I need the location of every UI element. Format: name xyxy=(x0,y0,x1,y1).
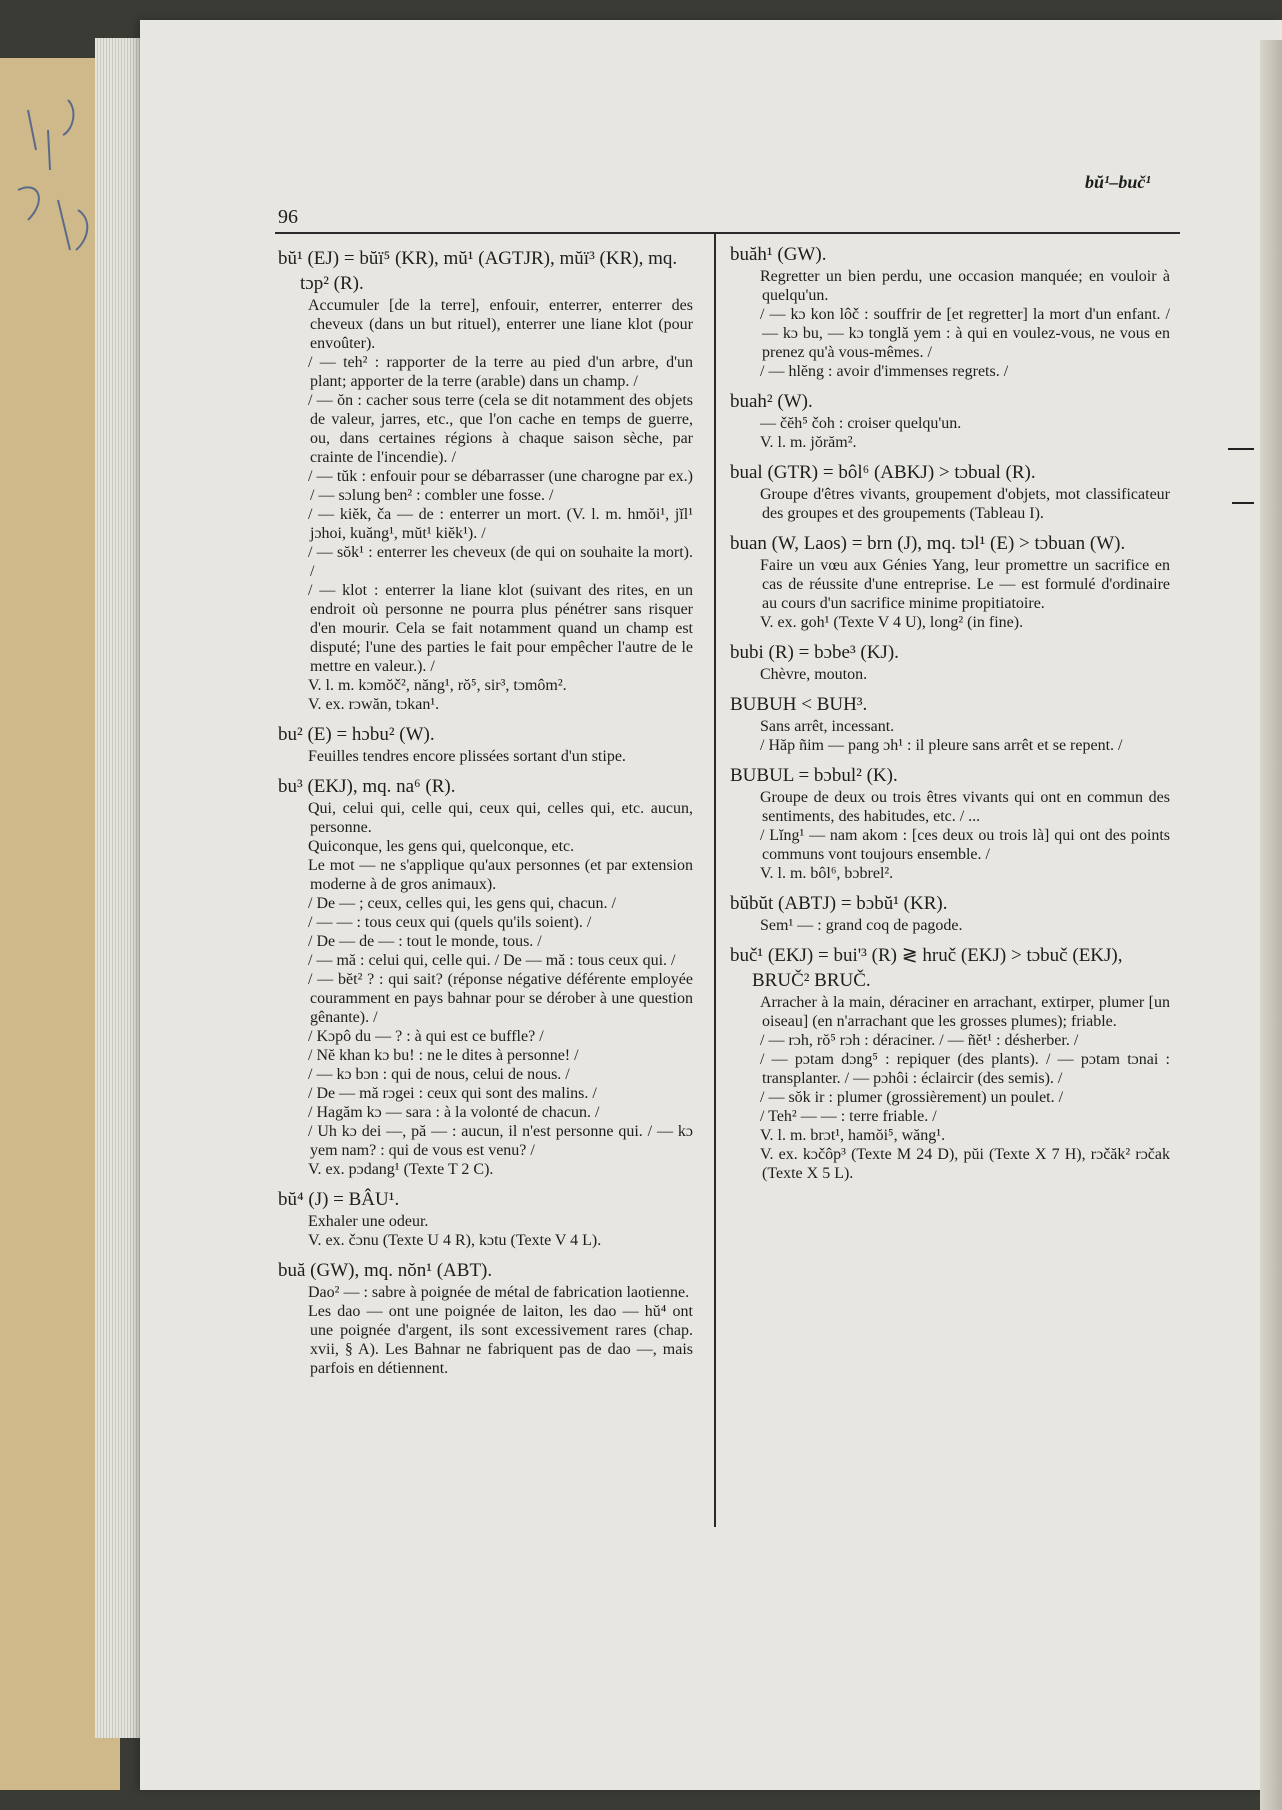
entry-line: Le mot — ne s'applique qu'aux personnes (et par extension moderne à de gros animaux). xyxy=(308,857,693,893)
entry-headword: bubi (R) = bɔbe³ (KJ). xyxy=(730,642,899,663)
entry-line: Sans arrêt, incessant. xyxy=(760,718,895,735)
entry-line: / — ŏn : cacher sous terre (cela se dit notamment des objets de valeur, jarres, etc., que l'on cache en temps de guerre, ou, dans certaines régions à chaque saison sèche, par crainte de l'incendie). / xyxy=(308,392,693,466)
entry-line: / — sŏk ir : plumer (grossièrement) un poulet. / xyxy=(760,1089,1064,1106)
dictionary-entry xyxy=(730,640,1170,684)
dictionary-entry xyxy=(278,246,693,714)
entry-headword: BUBUH < BUH³. xyxy=(730,694,868,715)
dictionary-entry xyxy=(278,1258,693,1378)
entry-line: Les dao — ont une poignée de laiton, les dao — hŭ⁴ ont une poignée d'argent, ils sont excessivement rares (chap. xvii, § A). Les Bahnar ne fabriquent pas de dao —, mais parfois en détiennent. xyxy=(308,1303,693,1377)
entry-line: Sem¹ — : grand coq de pagode. xyxy=(760,917,963,934)
left-column xyxy=(278,246,693,1386)
entry-headword: bŭ¹ (EJ) = bŭï⁵ (KR), mŭ¹ (AGTJR), mŭï³ (KR), mq. tɔp² (R). xyxy=(278,248,678,294)
entry-headword: buă (GW), mq. nŏn¹ (ABT). xyxy=(278,1260,493,1281)
page-right-edge xyxy=(1260,40,1282,1810)
pencil-annotation xyxy=(8,90,108,280)
entry-headword: bual (GTR) = bôl⁶ (ABKJ) > tɔbual (R). xyxy=(730,462,1036,483)
entry-headword: bu³ (EKJ), mq. na⁶ (R). xyxy=(278,776,456,797)
entry-line: Faire un vœu aux Génies Yang, leur promettre un sacrifice en cas de réussite d'une entreprise. Le — est formulé d'ordinaire au cours d'un sacrifice minime propitiatoire. xyxy=(760,557,1170,612)
dictionary-entry xyxy=(730,460,1170,523)
entry-line: Regretter un bien perdu, une occasion manquée; en vouloir à quelqu'un. xyxy=(760,268,1170,304)
entry-line: Qui, celui qui, celle qui, ceux qui, celles qui, etc. aucun, personne. xyxy=(308,800,693,836)
entry-line: / — tŭk : enfouir pour se débarrasser (une charogne par ex.) / — sɔlung ben² : combler une fosse. / xyxy=(308,468,693,504)
entry-headword: bŭbŭt (ABTJ) = bɔbŭ¹ (KR). xyxy=(730,893,948,914)
entry-line: / — bĕt² ? : qui sait? (réponse négative déférente employée couramment en pays bahnar pour se dérober à une question gênante). / xyxy=(308,971,693,1026)
entry-line: / De — ; ceux, celles qui, les gens qui, chacun. / xyxy=(308,895,616,912)
entry-line: / — rɔh, rŏ⁵ rɔh : déraciner. / — ñĕt¹ : désherber. / xyxy=(760,1032,1079,1049)
entry-line: / — kɔ bɔn : qui de nous, celui de nous. / xyxy=(308,1066,570,1083)
margin-tick xyxy=(1228,448,1254,450)
entry-line: / — mă : celui qui, celle qui. / De — mă : tous ceux qui. / xyxy=(308,952,676,969)
entry-headword: buan (W, Laos) = brn (J), mq. tɔl¹ (E) > tɔbuan (W). xyxy=(730,533,1126,554)
entry-line: / — pɔtam dɔng⁵ : repiquer (des plants). / — pɔtam tɔnai : transplanter. / — pɔhôi : éclaircir (des semis). / xyxy=(760,1051,1170,1087)
entry-line: / Nĕ khan kɔ bu! : ne le dites à personne! / xyxy=(308,1047,579,1064)
entry-line: V. ex. čɔnu (Texte U 4 R), kɔtu (Texte V 4 L). xyxy=(308,1232,602,1249)
entry-line: / Hăp ñim — pang ɔh¹ : il pleure sans arrêt et se repent. / xyxy=(760,737,1123,754)
entry-line: V. l. m. bôl⁶, bɔbrel². xyxy=(760,865,894,882)
margin-tick xyxy=(1232,502,1254,504)
entry-line: V. l. m. brɔt¹, hamŏi⁵, wăng¹. xyxy=(760,1127,946,1144)
entry-line: V. ex. rɔwăn, tɔkan¹. xyxy=(308,696,440,713)
entry-line: — čĕh⁵ čoh : croiser quelqu'un. xyxy=(760,415,962,432)
entry-headword: buč¹ (EKJ) = bui'³ (R) ≷ hruč (EKJ) > tɔbuč (EKJ), BRUČ² BRUČ. xyxy=(730,945,1123,991)
dictionary-entry xyxy=(730,242,1170,381)
entry-line: V. ex. kɔčôp³ (Texte M 24 D), pŭi (Texte X 7 H), rɔčăk² rɔčak (Texte X 5 L). xyxy=(760,1146,1170,1182)
entry-line: / De — mă rɔgei : ceux qui sont des malins. / xyxy=(308,1085,597,1102)
dictionary-entry xyxy=(730,891,1170,935)
dictionary-entry xyxy=(730,531,1170,632)
entry-line: / — — : tous ceux qui (quels qu'ils soient). / xyxy=(308,914,592,931)
entry-line: / Kɔpô du — ? : à qui est ce buffle? / xyxy=(308,1028,544,1045)
entry-line: V. ex. pɔdang¹ (Texte T 2 C). xyxy=(308,1161,494,1178)
entry-line: Chèvre, mouton. xyxy=(760,666,868,683)
entry-headword: buăh¹ (GW). xyxy=(730,244,827,265)
entry-line: Accumuler [de la terre], enfouir, enterrer, enterrer des cheveux (dans un but rituel), enterrer une liane klot (pour envoûter). xyxy=(308,297,693,352)
entry-line: Feuilles tendres encore plissées sortant d'un stipe. xyxy=(308,748,626,765)
entry-headword: buah² (W). xyxy=(730,391,813,412)
dictionary-entry xyxy=(730,943,1170,1183)
entry-line: Quiconque, les gens qui, quelconque, etc. xyxy=(308,838,575,855)
entry-headword: bu² (E) = hɔbu² (W). xyxy=(278,724,435,745)
entry-line: / Teh² — — : terre friable. / xyxy=(760,1108,937,1125)
dictionary-entry xyxy=(730,763,1170,883)
entry-line: / — kiĕk, ča — de : enterrer un mort. (V. l. m. hmŏi¹, jĭl¹ jɔhoi, kuăng¹, mŭt¹ kiĕk¹). / xyxy=(308,506,693,542)
entry-headword: bŭ⁴ (J) = BÂU¹. xyxy=(278,1189,400,1210)
right-column xyxy=(730,242,1170,1191)
entry-line: Dao² — : sabre à poignée de métal de fabrication laotienne. xyxy=(308,1284,690,1301)
entry-line: / Uh kɔ dei —, pă — : aucun, il n'est personne qui. / — kɔ yem nam? : qui de vous est venu? / xyxy=(308,1123,693,1159)
entry-line: / Hagăm kɔ — sara : à la volonté de chacun. / xyxy=(308,1104,600,1121)
header-rule xyxy=(275,232,1180,234)
entry-line: / — kɔ kon lôč : souffrir de [et regretter] la mort d'un enfant. / — kɔ bu, — kɔ tonglă yem : à qui en voulez-vous, ne vous en prenez qu'à vous-mêmes. / xyxy=(760,306,1170,361)
entry-line: Groupe d'êtres vivants, groupement d'objets, mot classificateur des groupes et des groupements (Tableau I). xyxy=(760,486,1170,522)
dictionary-entry xyxy=(278,722,693,766)
entry-line: / De — de — : tout le monde, tous. / xyxy=(308,933,542,950)
page-number: 96 xyxy=(278,206,298,228)
entry-line: V. l. m. jŏrăm². xyxy=(760,434,857,451)
entry-line: / — teh² : rapporter de la terre au pied d'un arbre, d'un plant; apporter de la terre (arable) dans un champ. / xyxy=(308,354,693,390)
entry-line: V. l. m. kɔmŏč², năng¹, rŏ⁵, sir³, tɔmôm². xyxy=(308,677,567,694)
entry-line: / — klot : enterrer la liane klot (suivant des rites, en un endroit où personne ne pourra plus pénétrer sans risquer d'en mourir. Cela se fait notamment quand un champ est disputé; l'une des parties le fait pour empêcher l'autre de le mettre en valeur.). / xyxy=(308,582,693,675)
entry-line: / — sŏk¹ : enterrer les cheveux (de qui on souhaite la mort). / xyxy=(308,544,693,580)
entry-line: / — hlĕng : avoir d'immenses regrets. / xyxy=(760,363,1009,380)
dictionary-entry xyxy=(730,692,1170,755)
running-head: bŭ¹–buč¹ xyxy=(1085,172,1151,192)
entry-line: Arracher à la main, déraciner en arrachant, extirper, plumer [un oiseau] (en n'arrachant que les grosses plumes); friable. xyxy=(760,994,1170,1030)
entry-line: V. ex. goh¹ (Texte V 4 U), long² (in fine). xyxy=(760,614,1024,631)
entry-line: / Lĭng¹ — nam akom : [ces deux ou trois là] qui ont des points communs vont toujours ensemble. / xyxy=(760,827,1170,863)
entry-headword: BUBUL = bɔbul² (K). xyxy=(730,765,898,786)
dictionary-entry xyxy=(278,1187,693,1250)
dictionary-entry xyxy=(730,389,1170,452)
dictionary-entry xyxy=(278,774,693,1179)
column-rule xyxy=(714,234,716,1527)
entry-line: Exhaler une odeur. xyxy=(308,1213,429,1230)
entry-line: Groupe de deux ou trois êtres vivants qui ont en commun des sentiments, des habitudes, etc. / ... xyxy=(760,789,1170,825)
